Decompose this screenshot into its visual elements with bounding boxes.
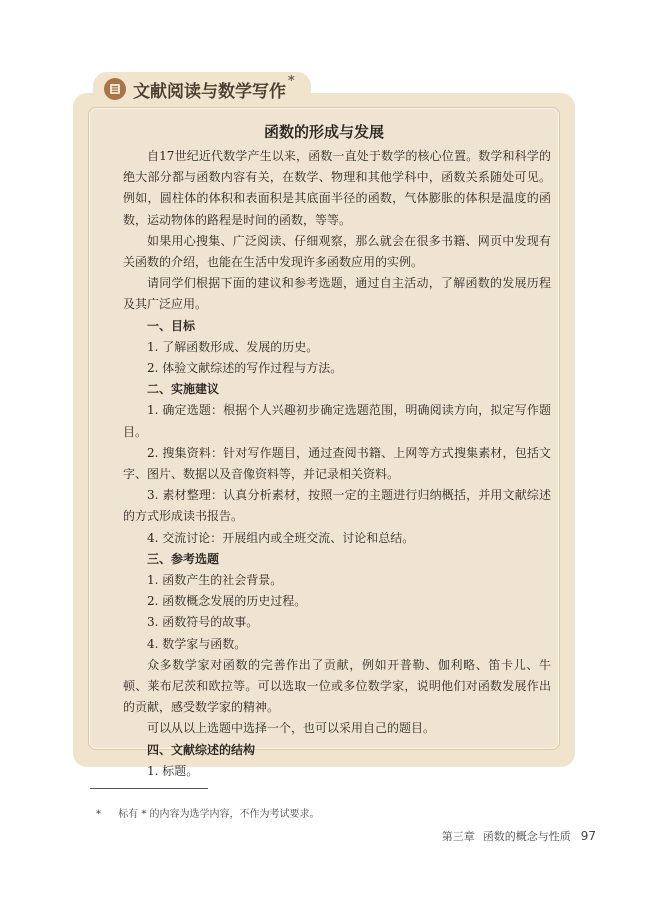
article-title: 函数的形成与发展	[263, 123, 384, 141]
paragraph-search: 如果用心搜集、广泛阅读、仔细观察，那么就会在很多书籍、网页中发现有关函数的介绍，也能在生活中发现许多函数应用的实例。	[123, 233, 551, 270]
structure-item: 1. 标题。	[147, 763, 199, 778]
section-title: 文献阅读与数学写作	[133, 81, 286, 102]
topic-item: 4. 数学家与函数。	[147, 636, 247, 651]
section-star: *	[288, 73, 295, 89]
step-item: 2. 搜集资料：针对写作题目，通过查阅书籍、上网等方式搜集素材，包括文字、图片、数据以及音像资料等，并记录相关资料。	[123, 445, 551, 482]
section-header	[104, 73, 295, 102]
footer-chapter-name: 函数的概念与性质	[482, 830, 571, 843]
book-icon	[104, 78, 126, 100]
heading-topics: 三、参考选题	[147, 551, 220, 566]
step-item: 1. 确定选题：根据个人兴趣初步确定选题范围，明确阅读方向，拟定写作题目。	[123, 403, 551, 439]
step-item: 4. 交流讨论：开展组内或全班交流、讨论和总结。	[147, 530, 415, 545]
step-item: 3. 素材整理：认真分析素材，按照一定的主题进行归纳概括，并用文献综述的方式形成读书报告。	[123, 488, 551, 524]
article-body	[123, 146, 551, 782]
topic-item: 3. 函数符号的故事。	[147, 615, 259, 630]
heading-implementation: 二、实施建议	[147, 382, 220, 397]
topic-item: 2. 函数概念发展的历史过程。	[147, 594, 307, 609]
paragraph-intro: 自17世纪近代数学产生以来，函数一直处于数学的核心位置。数学和科学的绝大部分都与函数内容有关，在数学、物理和其他学科中，函数关系随处可见。例如，圆柱体的体积和表面积是其底面半径的函数，气体膨胀的体积是温度的函数，运动物体的路程是时间的函数，等等。	[123, 149, 551, 227]
footnote-divider	[90, 788, 208, 789]
page-number: 97	[580, 829, 596, 843]
footnote-mark: *	[96, 809, 101, 820]
heading-structure: 四、文献综述的结构	[147, 742, 256, 757]
footnote-text: 标有 * 的内容为选学内容，不作为考试要求。	[118, 809, 320, 820]
page-footer	[442, 828, 596, 844]
footnote	[96, 805, 320, 820]
footer-chapter: 第三章	[441, 830, 475, 843]
topic-item: 1. 函数产生的社会背景。	[147, 573, 283, 588]
goal-item: 2. 体验文献综述的写作过程与方法。	[147, 361, 343, 376]
paragraph-instruction: 请同学们根据下面的建议和参考选题，通过自主活动，了解函数的发展历程及其广泛应用。	[123, 276, 551, 312]
goal-item: 1. 了解函数形成、发展的历史。	[147, 339, 319, 354]
paragraph-mathematicians: 众多数学家对函数的完善作出了贡献，例如开普勒、伽利略、笛卡儿、牛顿、莱布尼茨和欧拉等。可以选取一位或多位数学家，说明他们对函数发展作出的贡献，感受数学家的精神。	[123, 657, 551, 715]
paragraph-choose: 可以从以上选题中选择一个，也可以采用自己的题目。	[147, 721, 436, 736]
heading-goals: 一、目标	[147, 318, 196, 333]
